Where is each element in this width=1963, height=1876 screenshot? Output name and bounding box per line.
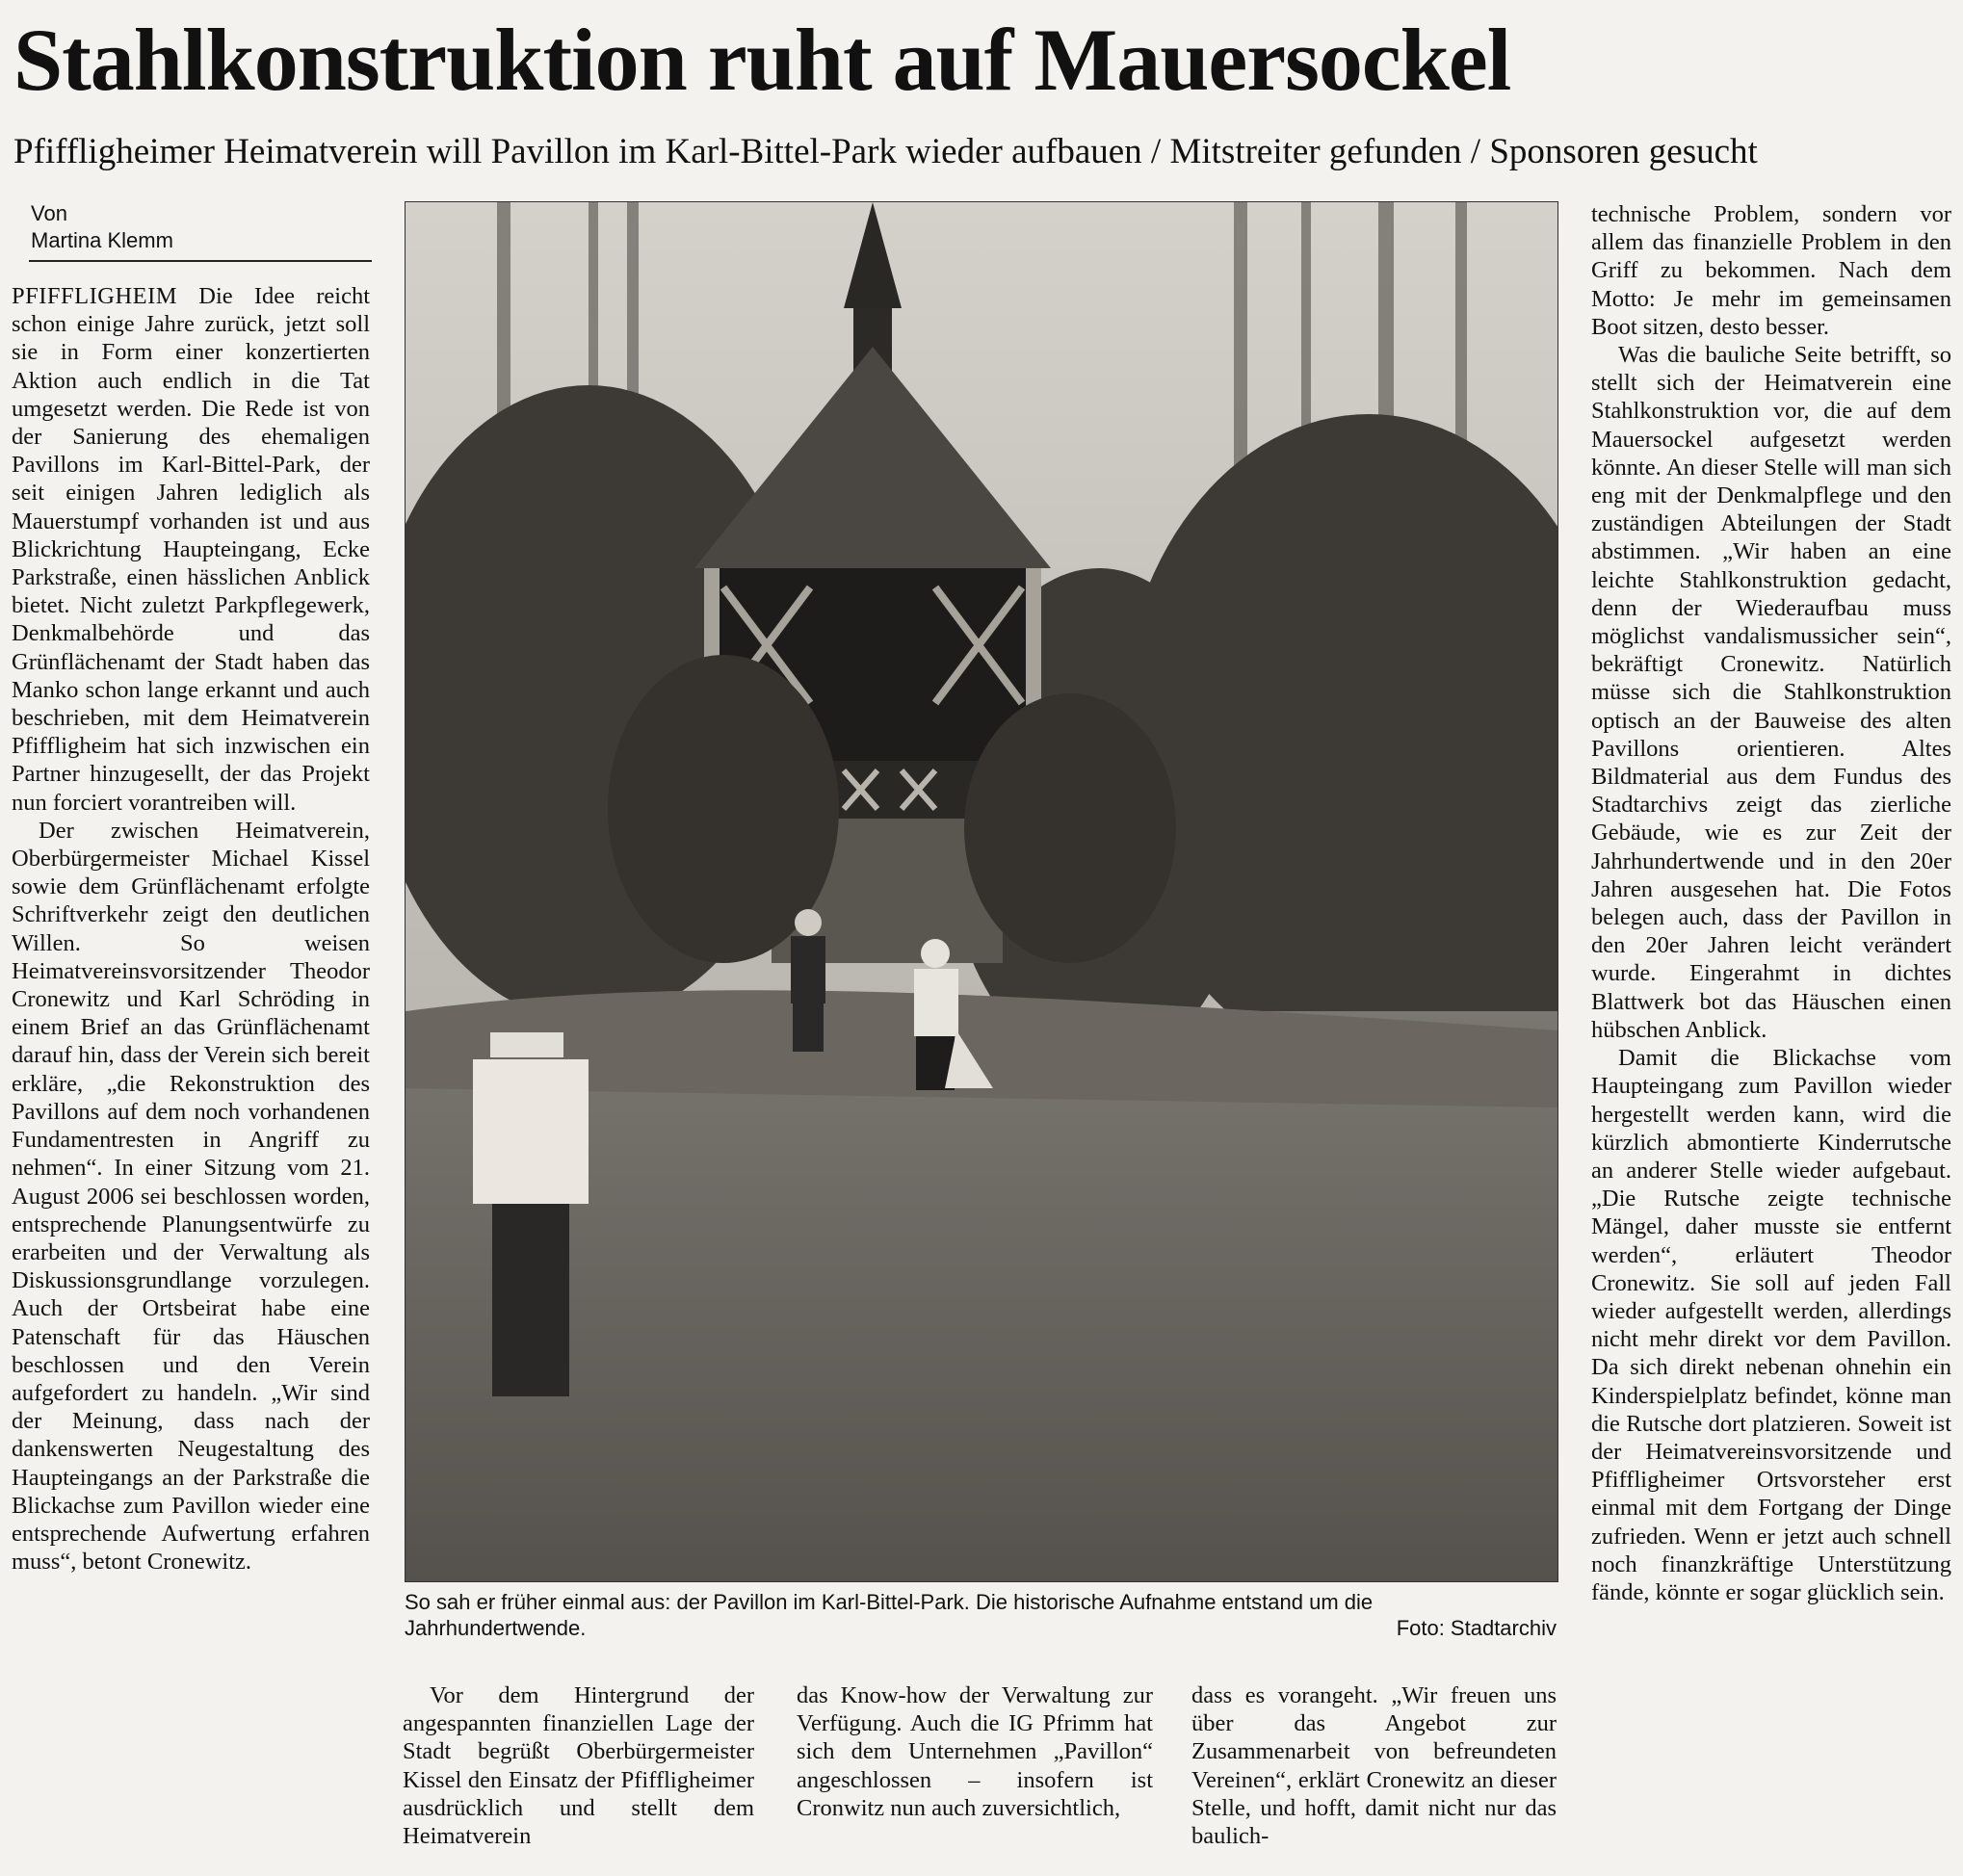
paragraph: das Know-how der Verwaltung zur Verfügung. Auch die IG Pfrimm hat sich dem Unternehmen „Pavillon“ angeschlossen – insofern ist Cronwitz nun auch zuversichtlich,	[797, 1682, 1153, 1821]
dateline: PFIFFLIGHEIM	[12, 283, 178, 309]
article-column-4	[1191, 1681, 1557, 1850]
byline-prefix: Von	[31, 201, 67, 225]
paragraph: Damit die Blickachse vom Haupteingang zum Pavillon wieder hergestellt werden kann, wird die kürzlich abmontierte Kinderrutsche an anderer Stelle wieder aufgebaut. „Die Rutsche zeigte technische Mängel, daher musste sie entfernt werden“, erläutert Theodor Cronewitz. Sie soll auf jeden Fall wieder aufgestellt werden, allerdings nicht mehr direkt vor dem Pavillon. Da sich direkt nebenan ohnehin ein Kinderspielplatz befindet, könne man die Rutsche dort platzieren. Soweit ist der Heimatvereinsvorsitzende und Pfiffligheimer Ortsvorsteher erst einmal mit dem Fortgang der Dinge zufrieden. Wenn er jetzt auch schnell noch finanzkräftige Unterstützung fände, könnte er sogar glücklich sein.	[1591, 1045, 1951, 1605]
byline	[31, 200, 368, 254]
byline-author: Martina Klemm	[31, 228, 173, 252]
subheadline: Pfiffligheimer Heimatverein will Pavillon im Karl-Bittel-Park wieder aufbauen / Mitstreiter gefunden / Sponsoren gesucht	[13, 132, 1758, 171]
article-column-3	[797, 1681, 1153, 1822]
paragraph-text: Die Idee reicht schon einige Jahre zurück, jetzt soll sie in Form einer konzertierten Aktion auch endlich in die Tat umgesetzt werden. Die Rede ist von der Sanierung des ehemaligen Pavillons im Karl-Bittel-Park, der seit einigen Jahren lediglich als Mauerstumpf vorhanden ist und aus Blickrichtung Haupteingang, Ecke Parkstraße, einen hässlichen Anblick bietet. Nicht zuletzt Parkpflegewerk, Denkmalbehörde und das Grünflächenamt der Stadt haben das Manko schon lange erkannt und auch beschrieben, mit dem Heimatverein Pfiffligheim hat sich inzwischen ein Partner hinzugesellt, der das Projekt nun forciert vorantreiben will.	[12, 283, 370, 816]
byline-divider	[29, 260, 372, 262]
paragraph: Der zwischen Heimatverein, Oberbürgermeister Michael Kissel sowie dem Grünflächenamt erfolgte Schriftverkehr zeigt den deutlichen Willen. So weisen Heimatvereinsvorsitzender Theodor Cronewitz und Karl Schröding in einem Brief an das Grünflächenamt darauf hin, dass der Verein sich bereit erkläre, „die Rekonstruktion des Pavillons auf dem noch vorhandenen Fundamentresten in Angriff zu nehmen“. In einer Sitzung vom 21. August 2006 sei beschlossen worden, entsprechende Planungsentwürfe zu erarbeiten und der Verwaltung als Diskussionsgrundlange vorzulegen. Auch der Ortsbeirat habe eine Patenschaft für das Häuschen beschlossen und den Verein aufgefordert zu handeln. „Wir sind der Meinung, dass nach der dankenswerten Neugestaltung des Haupteingangs an der Parkstraße die Blickachse zum Pavillon wieder eine entsprechende Aufwertung erfahren muss“, betont Cronewitz.	[12, 817, 370, 1576]
photo-credit: Foto: Stadtarchiv	[1396, 1616, 1557, 1640]
paragraph	[12, 282, 370, 817]
article-column-2	[403, 1681, 754, 1850]
paragraph: technische Problem, sondern vor allem das finanzielle Problem in den Griff zu bekommen. Nach dem Motto: Je mehr im gemeinsamen Boot sitzen, desto besser.	[1591, 201, 1951, 340]
historic-photo-pavilion	[405, 201, 1558, 1582]
paragraph: Vor dem Hintergrund der angespannten finanziellen Lage der Stadt begrüßt Oberbürgermeister Kissel den Einsatz der Pfiffligheimer ausdrücklich und stellt dem Heimatverein	[403, 1682, 754, 1850]
paragraph: dass es vorangeht. „Wir freuen uns über das Angebot zur Zusammenarbeit von befreundeten Vereinen“, erklärt Cronewitz an dieser Stelle, und hofft, damit nicht nur das baulich-	[1191, 1682, 1557, 1850]
headline: Stahlkonstruktion ruht auf Mauersockel	[13, 11, 1511, 109]
article-column-5	[1591, 200, 1951, 1606]
photo-illustration	[406, 202, 1557, 1581]
article-column-1	[12, 282, 370, 1576]
paragraph: Was die bauliche Seite betrifft, so stellt sich der Heimatverein eine Stahlkonstruktion vor, die auf dem Mauersockel aufgesetzt werden könnte. An dieser Stelle will man sich eng mit der Denkmalpflege und den zuständigen Abteilungen der Stadt abstimmen. „Wir haben an eine leichte Stahlkonstruktion gedacht, denn der Wiederaufbau muss möglichst vandalismussicher sein“, bekräftigt Cronewitz. Natürlich müsse sich die Stahlkonstruktion optisch an der Bauweise des alten Pavillons orientieren. Altes Bildmaterial aus dem Fundus des Stadtarchivs zeigt das zierliche Gebäude, wie es zur Zeit der Jahrhundertwende und in den 20er Jahren ausgesehen hat. Die Fotos belegen auch, dass der Pavillon in den 20er Jahren leicht verändert wurde. Eingerahmt in dichtes Blattwerk bot das Häuschen einen hübschen Anblick.	[1591, 342, 1951, 1043]
photo-caption: So sah er früher einmal aus: der Pavillon im Karl-Bittel-Park. Die historische Aufnahme entstand um die Jahrhundertwende.	[405, 1590, 1374, 1640]
